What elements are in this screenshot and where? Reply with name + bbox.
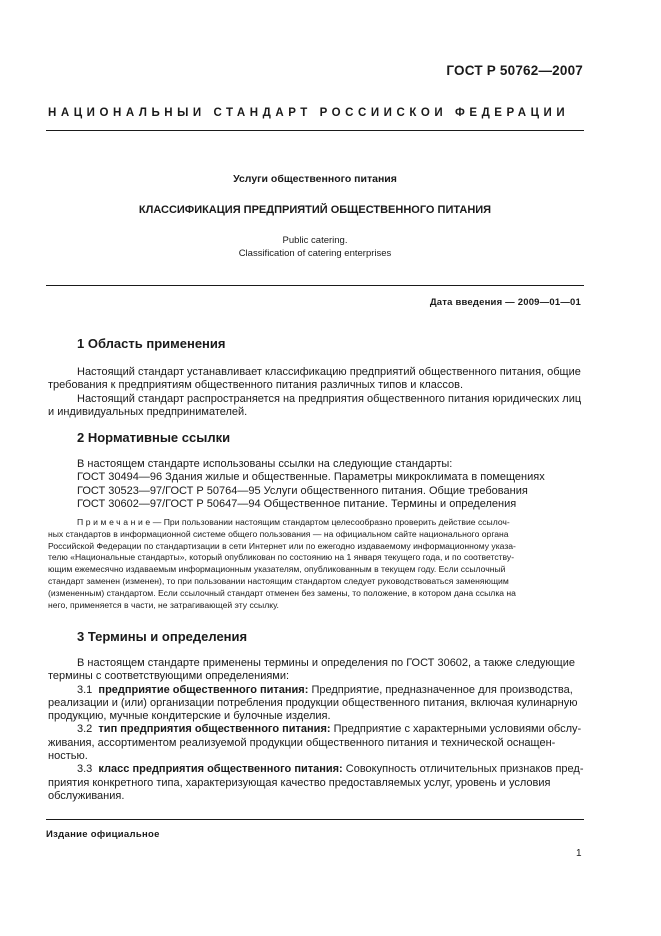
note-line: телю «Национальные стандарты», который опубликован по состоянию на 1 января текущего года, и по соответству- (48, 552, 515, 563)
section-2-note (48, 517, 582, 611)
text-line: Настоящий стандарт устанавливает классификацию предприятий общественного питания, общие (77, 366, 581, 378)
note-label: Примечание (77, 517, 153, 527)
term-name: предприятие общественного питания: (98, 683, 309, 696)
section-1-heading: 1 Область применения (77, 336, 226, 351)
page-number: 1 (576, 848, 582, 859)
header-rule (46, 130, 584, 131)
term-3-3 (77, 763, 582, 776)
section-1-body (48, 366, 582, 419)
text-line: продукцию, мучные кондитерские и булочные изделия. (48, 710, 331, 723)
reference-item: ГОСТ 30602—97/ГОСТ Р 50647—94 Общественное питание. Термины и определения (77, 497, 517, 510)
english-title-line-1: Public catering. (282, 235, 348, 246)
note-line: (измененным) стандартом. Если ссылочный стандарт отменен без замены, то положение, в котором дана ссылка на (48, 587, 516, 598)
title-rule (46, 285, 584, 286)
text-line: термины с соответствующими определениями: (48, 670, 290, 683)
text-line: Настоящий стандарт распространяется на предприятия общественного питания юридических лиц (77, 392, 582, 405)
effective-date: Дата введения — 2009—01—01 (429, 297, 581, 308)
text-line: приятия конкретного типа, характеризующая качество предоставляемых услуг, уровень и условия (48, 776, 551, 789)
text-line: реализации и (или) организации потребления продукции общественного питания, включая кулинарную (48, 696, 578, 709)
footer-rule (46, 819, 584, 820)
term-number: 3.2 (77, 723, 93, 736)
term-definition: Совокупность отличительных признаков пред- (342, 763, 584, 776)
section-2-heading: 2 Нормативные ссылки (77, 430, 231, 445)
national-standard-banner: НАЦИОНАЛЬНЫЙ СТАНДАРТ РОССИЙСКОЙ ФЕДЕРАЦИИ (48, 107, 570, 119)
note-line: ных стандартов в информационной системе общего пользования — на официальном сайте национального органа (48, 528, 509, 539)
term-name: класс предприятия общественного питания: (98, 763, 343, 776)
section-3-body (48, 657, 584, 803)
english-title (46, 234, 584, 260)
text-line: обслуживания. (48, 789, 125, 802)
term-3-1 (77, 684, 582, 697)
term-number: 3.3 (77, 763, 93, 776)
reference-item: ГОСТ 30494—96 Здания жилые и общественные. Параметры микроклимата в помещениях (77, 471, 545, 484)
document-subtitle: Услуги общественного питания (233, 173, 397, 185)
note-line: — При пользовании настоящим стандартом целесообразно проверить действие ссылоч- (152, 517, 510, 527)
references-intro: В настоящем стандарте использованы ссылки на следующие стандарты: (77, 458, 453, 470)
term-definition: Предприятие, предназначенное для производства, (308, 683, 573, 696)
term-name: тип предприятия общественного питания: (98, 723, 331, 736)
text-line: живания, ассортиментом реализуемой продукции общественного питания и технической оснащен- (48, 736, 556, 749)
note-line: стандарт заменен (изменен), то при пользовании настоящим стандартом следует руководствоваться заменяющим (48, 575, 509, 586)
section-2-references (77, 458, 582, 511)
note-line: ющим ежемесячно издаваемым информационным указателям, опубликованным в текущем году. Если ссылочный (48, 564, 506, 575)
text-line: В настоящем стандарте применены термины и определения по ГОСТ 30602, а также следующие (77, 657, 575, 669)
term-3-2 (77, 723, 582, 736)
reference-item: ГОСТ 30523—97/ГОСТ Р 50764—95 Услуги общественного питания. Общие требования (77, 484, 528, 497)
text-line: и индивидуальных предпринимателей. (48, 405, 248, 418)
term-number: 3.1 (77, 683, 93, 696)
document-title: КЛАССИФИКАЦИЯ ПРЕДПРИЯТИЙ ОБЩЕСТВЕННОГО ПИТАНИЯ (138, 204, 492, 216)
text-line: требования к предприятиям общественного питания различных типов и классов. (48, 379, 464, 392)
text-line: ностью. (48, 750, 88, 763)
edition-label: Издание официальное (46, 829, 160, 840)
note-line: Российской Федерации по стандартизации в сети Интернет или по ежегодно издаваемому информационному указа- (48, 540, 516, 551)
note-line: него, применяется в части, не затрагивающей эту ссылку. (48, 599, 279, 610)
english-title-line-2: Classification of catering enterprises (238, 248, 392, 259)
document-code: ГОСТ Р 50762—2007 (446, 63, 583, 78)
section-3-heading: 3 Термины и определения (77, 629, 248, 644)
term-definition: Предприятие с характерными условиями обслу- (330, 723, 582, 736)
